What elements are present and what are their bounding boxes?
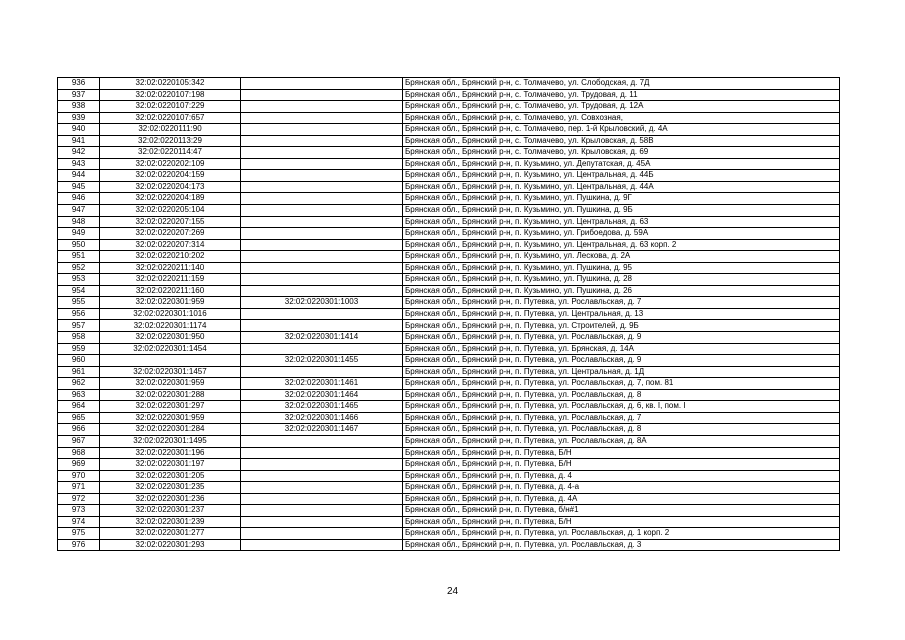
address-cell: Брянская обл., Брянский р-н, п. Путевка, ул. Брянская, д. 14А <box>403 343 840 355</box>
cadastral-number-cell: 32:02:0220301:197 <box>100 459 241 471</box>
related-cadastral-number-cell <box>241 239 403 251</box>
table-row <box>58 435 840 447</box>
table-row <box>58 170 840 182</box>
table-row <box>58 366 840 378</box>
address-cell: Брянская обл., Брянский р-н, п. Кузьмино, ул. Пушкина, д. 9Б <box>403 205 840 217</box>
related-cadastral-number-cell: 32:02:0220301:1467 <box>241 424 403 436</box>
table-row <box>58 308 840 320</box>
cadastral-number-cell: 32:02:0220301:284 <box>100 424 241 436</box>
row-number-cell: 956 <box>58 308 100 320</box>
table-row <box>58 401 840 413</box>
row-number-cell: 961 <box>58 366 100 378</box>
row-number-cell: 949 <box>58 228 100 240</box>
address-cell: Брянская обл., Брянский р-н, п. Кузьмино, ул. Пушкина, д. 95 <box>403 262 840 274</box>
address-cell: Брянская обл., Брянский р-н, с. Толмачево, ул. Трудовая, д. 12А <box>403 101 840 113</box>
table-row <box>58 78 840 90</box>
cadastral-number-cell: 32:02:0220204:173 <box>100 181 241 193</box>
address-cell: Брянская обл., Брянский р-н, п. Путевка, ул. Рославльская, д. 9 <box>403 332 840 344</box>
related-cadastral-number-cell <box>241 274 403 286</box>
row-number-cell: 953 <box>58 274 100 286</box>
address-cell: Брянская обл., Брянский р-н, с. Толмачево, пер. 1-й Крыловский, д. 4А <box>403 124 840 136</box>
row-number-cell: 968 <box>58 447 100 459</box>
cadastral-number-cell: 32:02:0220301:196 <box>100 447 241 459</box>
cadastral-number-cell: 32:02:0220111:90 <box>100 124 241 136</box>
related-cadastral-number-cell <box>241 505 403 517</box>
row-number-cell: 965 <box>58 412 100 424</box>
related-cadastral-number-cell <box>241 101 403 113</box>
address-cell: Брянская обл., Брянский р-н, п. Путевка, ул. Рославльская, д. 8А <box>403 435 840 447</box>
row-number-cell: 969 <box>58 459 100 471</box>
row-number-cell: 973 <box>58 505 100 517</box>
related-cadastral-number-cell <box>241 147 403 159</box>
table-row <box>58 216 840 228</box>
row-number-cell: 947 <box>58 205 100 217</box>
table-row <box>58 239 840 251</box>
table-row <box>58 447 840 459</box>
table-row <box>58 389 840 401</box>
related-cadastral-number-cell <box>241 262 403 274</box>
cadastral-number-cell: 32:02:0220301:959 <box>100 378 241 390</box>
address-cell: Брянская обл., Брянский р-н, п. Кузьмино, ул. Депутатская, д. 45А <box>403 158 840 170</box>
cadastral-number-cell: 32:02:0220107:657 <box>100 112 241 124</box>
related-cadastral-number-cell: 32:02:0220301:1461 <box>241 378 403 390</box>
registry-table-body <box>58 78 840 551</box>
related-cadastral-number-cell <box>241 216 403 228</box>
related-cadastral-number-cell <box>241 89 403 101</box>
row-number-cell: 964 <box>58 401 100 413</box>
cadastral-number-cell: 32:02:0220301:205 <box>100 470 241 482</box>
related-cadastral-number-cell <box>241 516 403 528</box>
table-row <box>58 343 840 355</box>
row-number-cell: 952 <box>58 262 100 274</box>
table-row <box>58 505 840 517</box>
table-row <box>58 355 840 367</box>
row-number-cell: 938 <box>58 101 100 113</box>
cadastral-number-cell: 32:02:0220301:1174 <box>100 320 241 332</box>
table-row <box>58 124 840 136</box>
table-row <box>58 482 840 494</box>
address-cell: Брянская обл., Брянский р-н, п. Путевка, ул. Центральная, д. 1Д <box>403 366 840 378</box>
address-cell: Брянская обл., Брянский р-н, п. Путевка, д. 4 <box>403 470 840 482</box>
related-cadastral-number-cell <box>241 285 403 297</box>
table-row <box>58 516 840 528</box>
related-cadastral-number-cell <box>241 78 403 90</box>
address-cell: Брянская обл., Брянский р-н, п. Путевка, ул. Рославльская, д. 1 корп. 2 <box>403 528 840 540</box>
table-row <box>58 332 840 344</box>
address-cell: Брянская обл., Брянский р-н, п. Кузьмино, ул. Грибоедова, д. 59А <box>403 228 840 240</box>
cadastral-number-cell: 32:02:0220301:288 <box>100 389 241 401</box>
table-row <box>58 528 840 540</box>
table-row <box>58 412 840 424</box>
cadastral-number-cell: 32:02:0220211:160 <box>100 285 241 297</box>
address-cell: Брянская обл., Брянский р-н, п. Путевка, ул. Рославльская, д. 8 <box>403 424 840 436</box>
cadastral-number-cell: 32:02:0220301:1457 <box>100 366 241 378</box>
row-number-cell: 944 <box>58 170 100 182</box>
row-number-cell: 950 <box>58 239 100 251</box>
table-row <box>58 470 840 482</box>
table-row <box>58 493 840 505</box>
cadastral-number-cell: 32:02:0220204:159 <box>100 170 241 182</box>
table-row <box>58 320 840 332</box>
address-cell: Брянская обл., Брянский р-н, п. Кузьмино, ул. Пушкина, д. 28 <box>403 274 840 286</box>
address-cell: Брянская обл., Брянский р-н, п. Путевка, ул. Рославльская, д. 7, пом. 81 <box>403 378 840 390</box>
page-number: 24 <box>446 586 459 597</box>
address-cell: Брянская обл., Брянский р-н, п. Кузьмино, ул. Пушкина, д. 26 <box>403 285 840 297</box>
related-cadastral-number-cell <box>241 181 403 193</box>
address-cell: Брянская обл., Брянский р-н, п. Путевка, б/н#1 <box>403 505 840 517</box>
address-cell: Брянская обл., Брянский р-н, п. Кузьмино, ул. Пушкина, д. 9Г <box>403 193 840 205</box>
row-number-cell: 941 <box>58 135 100 147</box>
address-cell: Брянская обл., Брянский р-н, п. Путевка, ул. Рославльская, д. 9 <box>403 355 840 367</box>
address-cell: Брянская обл., Брянский р-н, с. Толмачево, ул. Крыловская, д. 58В <box>403 135 840 147</box>
related-cadastral-number-cell: 32:02:0220301:1466 <box>241 412 403 424</box>
related-cadastral-number-cell <box>241 447 403 459</box>
cadastral-number-cell: 32:02:0220301:293 <box>100 539 241 551</box>
address-cell: Брянская обл., Брянский р-н, п. Путевка, Б/Н <box>403 447 840 459</box>
cadastral-number-cell: 32:02:0220301:1016 <box>100 308 241 320</box>
row-number-cell: 966 <box>58 424 100 436</box>
cadastral-number-cell: 32:02:0220301:277 <box>100 528 241 540</box>
related-cadastral-number-cell <box>241 470 403 482</box>
row-number-cell: 959 <box>58 343 100 355</box>
table-row <box>58 101 840 113</box>
address-cell: Брянская обл., Брянский р-н, с. Толмачево, ул. Крыловская, д. 69 <box>403 147 840 159</box>
address-cell: Брянская обл., Брянский р-н, п. Путевка, ул. Рославльская, д. 8 <box>403 389 840 401</box>
row-number-cell: 975 <box>58 528 100 540</box>
cadastral-number-cell: 32:02:0220301:950 <box>100 332 241 344</box>
row-number-cell: 967 <box>58 435 100 447</box>
cadastral-number-cell: 32:02:0220207:314 <box>100 239 241 251</box>
row-number-cell: 957 <box>58 320 100 332</box>
table-row <box>58 539 840 551</box>
table-row <box>58 262 840 274</box>
table-row <box>58 205 840 217</box>
table-row <box>58 135 840 147</box>
table-row <box>58 193 840 205</box>
related-cadastral-number-cell <box>241 528 403 540</box>
address-cell: Брянская обл., Брянский р-н, п. Путевка, Б/Н <box>403 459 840 471</box>
address-cell: Брянская обл., Брянский р-н, п. Кузьмино, ул. Лескова, д. 2А <box>403 251 840 263</box>
table-row <box>58 459 840 471</box>
cadastral-number-cell: 32:02:0220301:237 <box>100 505 241 517</box>
cadastral-number-cell: 32:02:0220205:104 <box>100 205 241 217</box>
cadastral-number-cell: 32:02:0220113:29 <box>100 135 241 147</box>
address-cell: Брянская обл., Брянский р-н, с. Толмачево, ул. Слободская, д. 7Д <box>403 78 840 90</box>
cadastral-number-cell: 32:02:0220204:189 <box>100 193 241 205</box>
row-number-cell: 940 <box>58 124 100 136</box>
related-cadastral-number-cell <box>241 158 403 170</box>
row-number-cell: 970 <box>58 470 100 482</box>
registry-table <box>57 77 840 551</box>
cadastral-number-cell: 32:02:0220301:236 <box>100 493 241 505</box>
related-cadastral-number-cell <box>241 459 403 471</box>
table-row <box>58 158 840 170</box>
related-cadastral-number-cell: 32:02:0220301:1464 <box>241 389 403 401</box>
table-row <box>58 228 840 240</box>
related-cadastral-number-cell <box>241 135 403 147</box>
related-cadastral-number-cell <box>241 539 403 551</box>
address-cell: Брянская обл., Брянский р-н, п. Путевка, Б/Н <box>403 516 840 528</box>
address-cell: Брянская обл., Брянский р-н, с. Толмачево, ул. Трудовая, д. 11 <box>403 89 840 101</box>
related-cadastral-number-cell: 32:02:0220301:1414 <box>241 332 403 344</box>
cadastral-number-cell: 32:02:0220211:159 <box>100 274 241 286</box>
address-cell: Брянская обл., Брянский р-н, п. Кузьмино, ул. Центральная, д. 44А <box>403 181 840 193</box>
address-cell: Брянская обл., Брянский р-н, п. Путевка, ул. Центральная, д. 13 <box>403 308 840 320</box>
related-cadastral-number-cell <box>241 343 403 355</box>
table-row <box>58 89 840 101</box>
row-number-cell: 960 <box>58 355 100 367</box>
related-cadastral-number-cell <box>241 228 403 240</box>
row-number-cell: 946 <box>58 193 100 205</box>
row-number-cell: 942 <box>58 147 100 159</box>
row-number-cell: 971 <box>58 482 100 494</box>
related-cadastral-number-cell <box>241 493 403 505</box>
cadastral-number-cell: 32:02:0220114:47 <box>100 147 241 159</box>
address-cell: Брянская обл., Брянский р-н, п. Кузьмино, ул. Центральная, д. 44Б <box>403 170 840 182</box>
table-row <box>58 112 840 124</box>
table-row <box>58 251 840 263</box>
address-cell: Брянская обл., Брянский р-н, п. Путевка, ул. Рославльская, д. 3 <box>403 539 840 551</box>
cadastral-number-cell: 32:02:0220301:297 <box>100 401 241 413</box>
cadastral-number-cell: 32:02:0220207:269 <box>100 228 241 240</box>
row-number-cell: 951 <box>58 251 100 263</box>
table-row <box>58 181 840 193</box>
cadastral-number-cell: 32:02:0220301:239 <box>100 516 241 528</box>
related-cadastral-number-cell <box>241 205 403 217</box>
related-cadastral-number-cell <box>241 366 403 378</box>
related-cadastral-number-cell <box>241 124 403 136</box>
cadastral-number-cell: 32:02:0220107:229 <box>100 101 241 113</box>
address-cell: Брянская обл., Брянский р-н, п. Кузьмино, ул. Центральная, д. 63 <box>403 216 840 228</box>
document-page <box>57 77 839 551</box>
cadastral-number-cell: 32:02:0220207:155 <box>100 216 241 228</box>
address-cell: Брянская обл., Брянский р-н, п. Путевка, д. 4А <box>403 493 840 505</box>
address-cell: Брянская обл., Брянский р-н, п. Кузьмино, ул. Центральная, д. 63 корп. 2 <box>403 239 840 251</box>
row-number-cell: 948 <box>58 216 100 228</box>
row-number-cell: 955 <box>58 297 100 309</box>
address-cell: Брянская обл., Брянский р-н, п. Путевка, ул. Рославльская, д. 7 <box>403 412 840 424</box>
related-cadastral-number-cell <box>241 482 403 494</box>
row-number-cell: 976 <box>58 539 100 551</box>
cadastral-number-cell: 32:02:0220301:1495 <box>100 435 241 447</box>
row-number-cell: 943 <box>58 158 100 170</box>
address-cell: Брянская обл., Брянский р-н, п. Путевка, ул. Рославльская, д. 6, кв. I, пом. I <box>403 401 840 413</box>
related-cadastral-number-cell <box>241 112 403 124</box>
cadastral-number-cell: 32:02:0220301:1454 <box>100 343 241 355</box>
row-number-cell: 954 <box>58 285 100 297</box>
cadastral-number-cell: 32:02:0220301:959 <box>100 297 241 309</box>
cadastral-number-cell: 32:02:0220202:109 <box>100 158 241 170</box>
table-row <box>58 424 840 436</box>
related-cadastral-number-cell: 32:02:0220301:1455 <box>241 355 403 367</box>
row-number-cell: 945 <box>58 181 100 193</box>
row-number-cell: 963 <box>58 389 100 401</box>
related-cadastral-number-cell <box>241 193 403 205</box>
row-number-cell: 958 <box>58 332 100 344</box>
cadastral-number-cell: 32:02:0220301:959 <box>100 412 241 424</box>
cadastral-number-cell: 32:02:0220210:202 <box>100 251 241 263</box>
row-number-cell: 972 <box>58 493 100 505</box>
related-cadastral-number-cell: 32:02:0220301:1465 <box>241 401 403 413</box>
table-row <box>58 285 840 297</box>
table-row <box>58 297 840 309</box>
cadastral-number-cell: 32:02:0220107:198 <box>100 89 241 101</box>
row-number-cell: 936 <box>58 78 100 90</box>
related-cadastral-number-cell <box>241 320 403 332</box>
related-cadastral-number-cell: 32:02:0220301:1003 <box>241 297 403 309</box>
table-row <box>58 147 840 159</box>
cadastral-number-cell: 32:02:0220105:342 <box>100 78 241 90</box>
row-number-cell: 937 <box>58 89 100 101</box>
cadastral-number-cell: 32:02:0220211:140 <box>100 262 241 274</box>
related-cadastral-number-cell <box>241 170 403 182</box>
cadastral-number-cell: 32:02:0220301:235 <box>100 482 241 494</box>
address-cell: Брянская обл., Брянский р-н, п. Путевка, ул. Рославльская, д. 7 <box>403 297 840 309</box>
cadastral-number-cell <box>100 355 241 367</box>
related-cadastral-number-cell <box>241 308 403 320</box>
row-number-cell: 962 <box>58 378 100 390</box>
related-cadastral-number-cell <box>241 435 403 447</box>
address-cell: Брянская обл., Брянский р-н, с. Толмачево, ул. Совхозная, <box>403 112 840 124</box>
table-row <box>58 378 840 390</box>
address-cell: Брянская обл., Брянский р-н, п. Путевка, ул. Строителей, д. 9Б <box>403 320 840 332</box>
row-number-cell: 939 <box>58 112 100 124</box>
address-cell: Брянская обл., Брянский р-н, п. Путевка, д. 4-а <box>403 482 840 494</box>
related-cadastral-number-cell <box>241 251 403 263</box>
table-row <box>58 274 840 286</box>
row-number-cell: 974 <box>58 516 100 528</box>
